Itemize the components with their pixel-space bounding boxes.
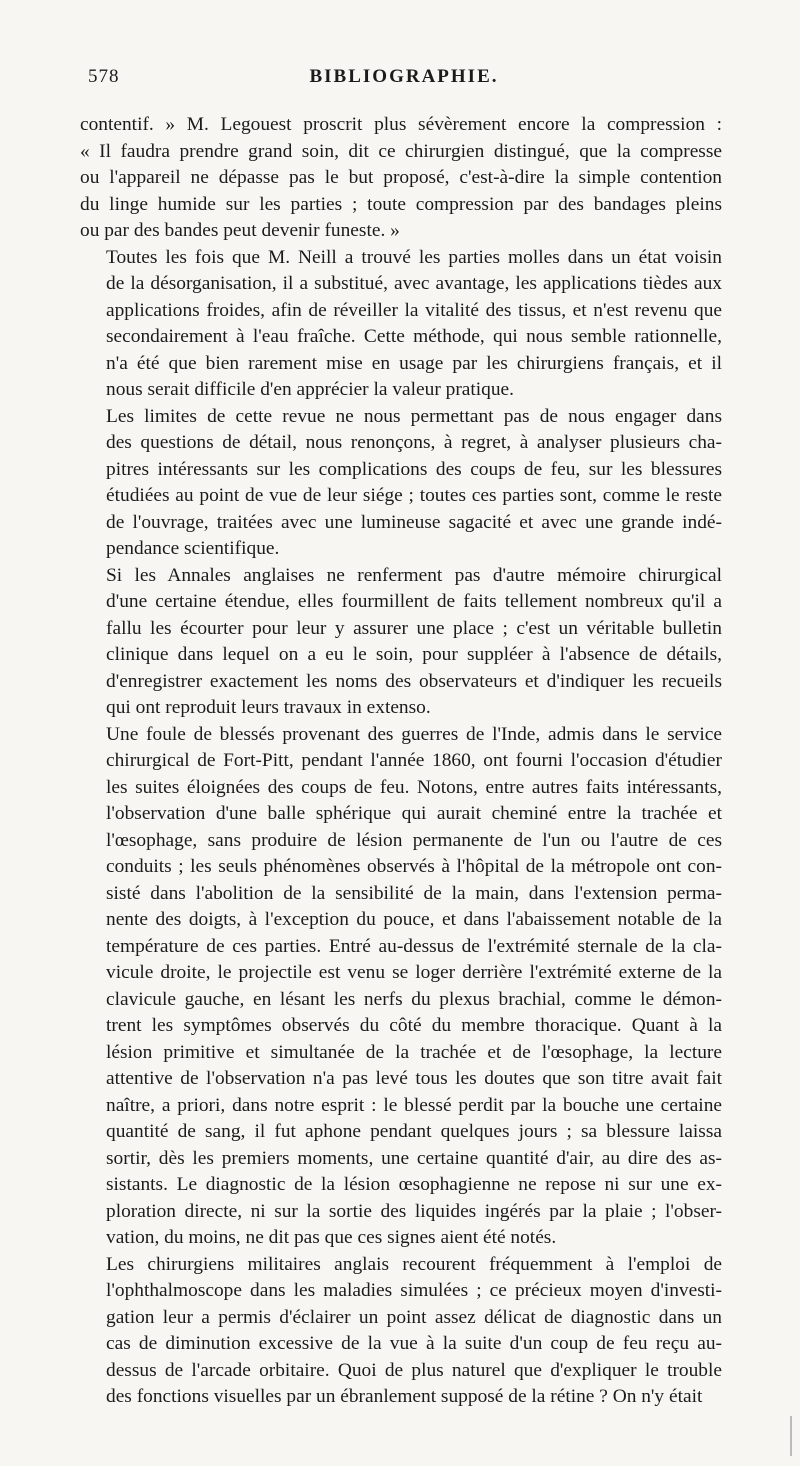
text-line: l'observation d'une balle sphérique qui aurait cheminé entre la trachée et: [106, 803, 722, 824]
text-line: ou l'appareil ne dépasse pas le but proposé, c'est-à-dire la simple contention: [80, 167, 722, 188]
paragraph: [80, 245, 722, 404]
text-line: des questions de détail, nous renonçons, à regret, à analyser plusieurs cha-: [106, 432, 722, 453]
text-line: trent les symptômes observés du côté du membre thoracique. Quant à la: [106, 1015, 722, 1036]
text-line: pendance scientifique.: [106, 538, 280, 559]
text-line: du linge humide sur les parties ; toute compression par des bandages pleins: [80, 193, 722, 215]
text-line: vation, du moins, ne dit pas que ces signes aient été notés.: [106, 1227, 557, 1248]
text-line: sisté dans l'abolition de la sensibilité de la main, dans l'extension perma-: [106, 882, 722, 904]
text-line: ou par des bandes peut devenir funeste. »: [80, 220, 400, 241]
text-line: sistants. Le diagnostic de la lésion œsophagienne ne repose ni sur une ex-: [106, 1174, 722, 1195]
running-title: BIBLIOGRAPHIE.: [309, 66, 499, 87]
text-line: gation leur a permis d'éclairer un point assez délicat de diagnostic dans un: [106, 1306, 722, 1328]
text-line: les suites éloignées des coups de feu. Notons, entre autres faits intéressants,: [106, 776, 722, 798]
text-line: étudiées au point de vue de leur siége ; toutes ces parties sont, comme le reste: [106, 485, 722, 506]
text-line: chirurgical de Fort-Pitt, pendant l'année 1860, ont fourni l'occasion d'étudier: [106, 750, 722, 771]
paragraph: [80, 722, 722, 1252]
text-line: Les chirurgiens militaires anglais recourent fréquemment à l'emploi de: [106, 1253, 722, 1275]
text-line: Si les Annales anglaises ne renferment pas d'autre mémoire chirurgical: [106, 564, 722, 586]
text-line: Toutes les fois que M. Neill a trouvé les parties molles dans un état voisin: [106, 246, 722, 268]
paragraph: [80, 112, 722, 245]
body-text: [80, 112, 722, 1411]
text-line: n'a été que bien rarement mise en usage par les chirurgiens français, et il: [106, 352, 722, 374]
text-line: naître, a priori, dans notre esprit : le blessé perdit par la bouche une certaine: [106, 1094, 722, 1116]
paragraph: [80, 404, 722, 563]
text-line: attentive de l'observation n'a pas levé tous les doutes que son titre avait fait: [106, 1068, 722, 1089]
text-line: l'œsophage, sans produire de lésion permanente de l'un ou l'autre de ces: [106, 829, 722, 851]
text-line: Une foule de blessés provenant des guerres de l'Inde, admis dans le service: [106, 723, 722, 745]
text-line: fallu les écourter pour leur y assurer une place ; c'est un véritable bulletin: [106, 617, 722, 639]
scan-edge-mark: [790, 1416, 792, 1456]
text-line: lésion primitive et simultanée de la trachée et de l'œsophage, la lecture: [106, 1041, 722, 1063]
text-line: quantité de sang, il fut aphone pendant quelques jours ; sa blessure laissa: [106, 1121, 722, 1142]
paragraph: [80, 1252, 722, 1411]
text-line: pitres intéressants sur les complications des coups de feu, sur les blessures: [106, 458, 722, 480]
page-number: 578: [88, 66, 120, 87]
text-line: vicule droite, le projectile est venu se loger derrière l'extrémité externe de la: [106, 962, 722, 983]
text-line: des fonctions visuelles par un ébranlement supposé de la rétine ? On n'y était: [106, 1386, 703, 1407]
text-line: ploration directe, ni sur la sortie des liquides ingérés par la plaie ; l'obser-: [106, 1200, 722, 1222]
text-line: applications froides, afin de réveiller la vitalité des tissus, et n'est revenu que: [106, 299, 722, 321]
text-line: clinique dans lequel on a eu le soin, pour suppléer à l'absence de détails,: [106, 644, 722, 665]
text-line: clavicule gauche, en lésant les nerfs du plexus brachial, comme le démon-: [106, 988, 722, 1010]
text-line: dessus de l'arcade orbitaire. Quoi de plus naturel que d'expliquer le trouble: [106, 1359, 722, 1381]
text-line: secondairement à l'eau fraîche. Cette méthode, qui nous semble rationnelle,: [106, 326, 722, 347]
text-line: « Il faudra prendre grand soin, dit ce chirurgien distingué, que la compresse: [80, 140, 722, 162]
text-line: de la désorganisation, il a substitué, avec avantage, les applications tièdes aux: [106, 273, 722, 294]
page-header: [80, 62, 728, 92]
text-line: nente des doigts, à l'exception du pouce, et dans l'abaissement notable de la: [106, 909, 722, 930]
text-line: d'une certaine étendue, elles fourmillent de faits tellement nombreux qu'il a: [106, 591, 722, 612]
text-line: de l'ouvrage, traitées avec une lumineuse sagacité et avec une grande indé-: [106, 511, 722, 533]
paragraph: [80, 563, 722, 722]
text-line: qui ont reproduit leurs travaux in extenso.: [106, 697, 431, 718]
text-line: l'ophthalmoscope dans les maladies simulées ; ce précieux moyen d'investi-: [106, 1280, 722, 1301]
text-line: contentif. » M. Legouest proscrit plus sévèrement encore la compression :: [80, 114, 722, 135]
text-line: Les limites de cette revue ne nous permettant pas de nous engager dans: [106, 405, 722, 427]
text-line: cas de diminution excessive de la vue à la suite d'un coup de feu reçu au-: [106, 1333, 722, 1354]
text-line: sortir, dès les premiers moments, une certaine quantité d'air, au dire des as-: [106, 1147, 722, 1169]
text-line: température de ces parties. Entré au-dessus de l'extrémité sternale de la cla-: [106, 935, 722, 957]
text-line: d'enregistrer exactement les noms des observateurs et d'indiquer les recueils: [106, 670, 722, 692]
text-line: nous serait difficile d'en apprécier la valeur pratique.: [106, 379, 515, 400]
text-line: conduits ; les seuls phénomènes observés à l'hôpital de la métropole ont con-: [106, 856, 722, 877]
